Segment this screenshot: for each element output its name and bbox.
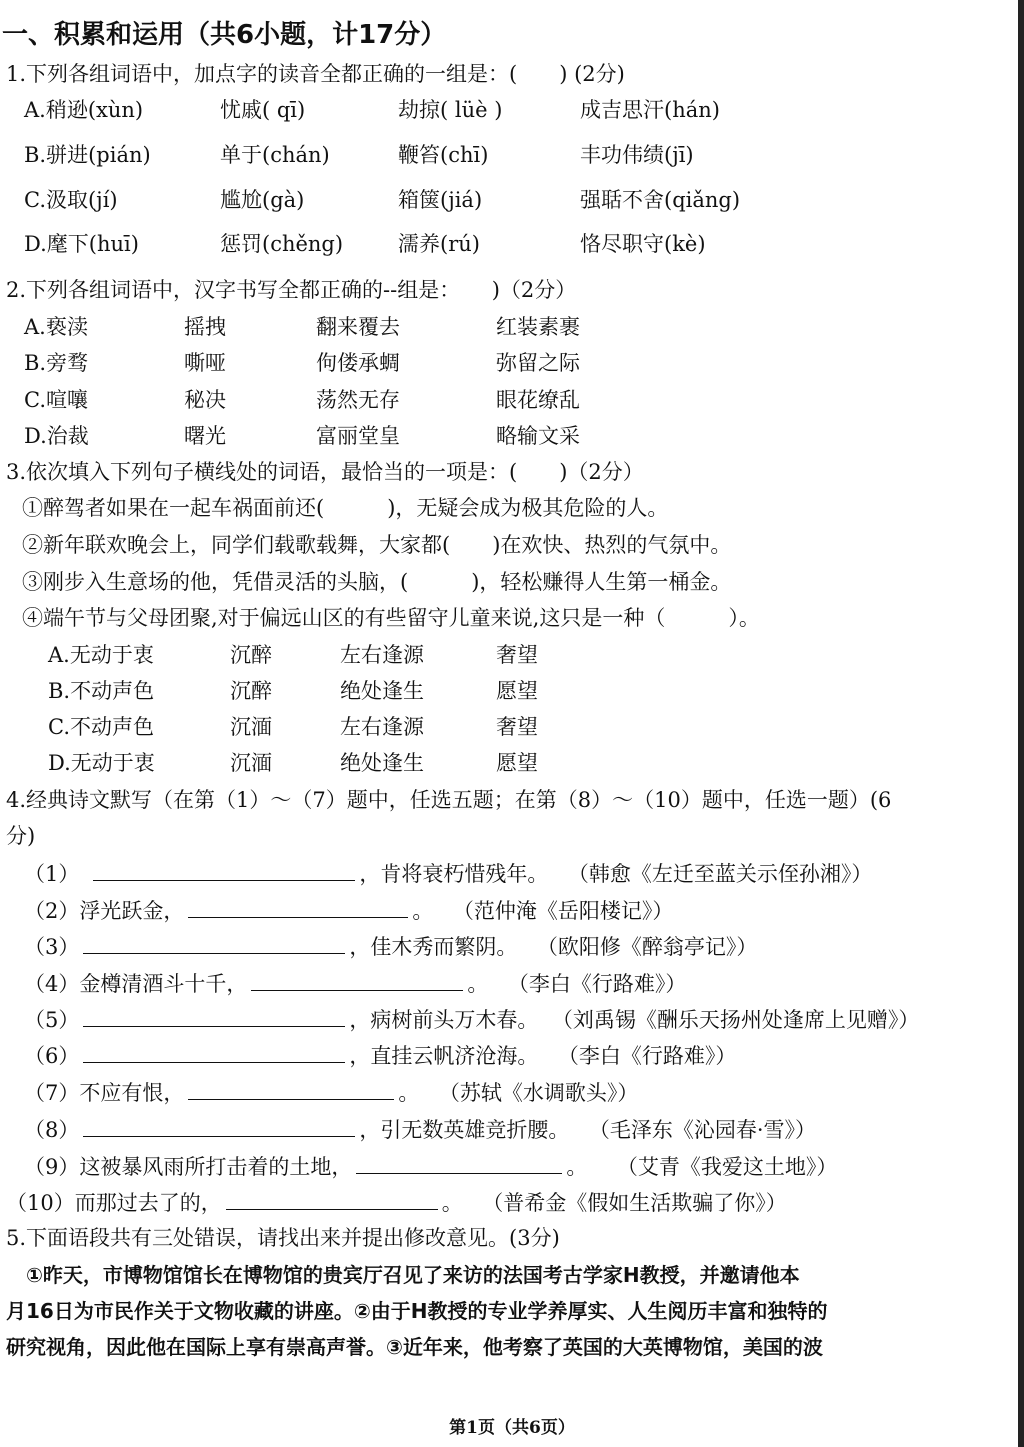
answer-blank[interactable]	[188, 899, 408, 918]
q3-d-1: D.无动于衷	[48, 751, 155, 775]
q4-item-num: （5）	[24, 1008, 80, 1032]
q4-item-prefix: 而那过去了的，	[74, 1191, 222, 1215]
q4-item-suffix: ，病树前头万木春。	[349, 1008, 539, 1032]
answer-blank[interactable]	[83, 1118, 355, 1137]
q4-item-num: （9）	[24, 1155, 80, 1179]
answer-blank[interactable]	[83, 1044, 345, 1063]
q3-b-2: 沉醉	[230, 679, 272, 703]
q3-c-2: 沉湎	[230, 715, 272, 739]
q3-a-4: 奢望	[496, 643, 538, 667]
q1-d-4: 恪尽职守(kè)	[580, 232, 706, 256]
q4-item-source: （刘禹锡《酬乐天扬州处逢席上见赠》）	[562, 1008, 920, 1032]
q4-item-suffix: ，肯将衰朽惜残年。	[359, 862, 549, 886]
q4-item-source: （李白《行路难》）	[568, 1044, 737, 1068]
q4-item-7	[24, 1081, 638, 1104]
q2-d-1: D.治裁	[24, 424, 89, 448]
q3-a-1: A.无动于衷	[48, 643, 154, 667]
q3-sentence-3: ③刚步入生意场的他，凭借灵活的头脑，( )，轻松赚得人生第一桶金。	[22, 570, 732, 594]
q4-item-source: （苏轼《水调歌头》）	[449, 1081, 639, 1105]
q2-d-4: 略输文采	[496, 424, 580, 448]
q4-item-num: （7）	[24, 1081, 80, 1105]
q4-item-prefix: 这被暴风雨所打击着的土地，	[79, 1155, 353, 1179]
q4-item-suffix: 。	[412, 899, 434, 923]
q2-d-3: 富丽堂皇	[316, 424, 400, 448]
q3-b-1: B.不动声色	[48, 679, 155, 703]
q5-paragraph-line-1: ①昨天，市博物馆馆长在博物馆的贵宾厅召见了来访的法国考古学家H教授，并邀请他本	[6, 1263, 800, 1287]
q1-a-3: 劫掠( lüè )	[398, 98, 503, 122]
q4-item-source: （范仲淹《岳阳楼记》）	[463, 899, 674, 923]
q2-a-4: 红装素裹	[496, 315, 580, 339]
q3-d-3: 绝处逢生	[340, 751, 424, 775]
q2-d-2: 曙光	[184, 424, 226, 448]
q4-item-suffix: 。	[566, 1155, 588, 1179]
q1-b-2: 单于(chán)	[220, 143, 330, 167]
q1-b-4: 丰功伟绩(jī)	[580, 143, 694, 167]
q4-item-suffix: ，引无数英雄竞折腰。	[359, 1118, 570, 1142]
q1-c-1: C.汲取(jí)	[24, 188, 118, 212]
q4-item-4	[24, 972, 686, 995]
q4-item-5	[24, 1008, 919, 1031]
q1-stem: 1.下列各组词语中，加点字的读音全都正确的一组是：( ) (2分)	[6, 62, 625, 86]
q5-paragraph-line-3: 研究视角，因此他在国际上享有崇高声誉。③近年来，他考察了英国的大英博物馆，美国的波	[6, 1335, 823, 1359]
q4-item-suffix: 。	[441, 1191, 463, 1215]
q4-item-2	[24, 899, 673, 922]
answer-blank[interactable]	[356, 1155, 562, 1174]
q1-d-3: 濡养(rú)	[398, 232, 480, 256]
q1-c-4: 强聒不舍(qiǎng)	[580, 188, 741, 212]
q1-c-2: 尴尬(gà)	[220, 188, 305, 212]
scan-edge	[1018, 0, 1024, 1447]
q4-item-suffix: ，佳木秀而繁阴。	[349, 935, 518, 959]
q2-c-1: C.喧嚷	[24, 388, 88, 412]
q1-b-3: 鞭笞(chī)	[398, 143, 489, 167]
q1-b-1: B.骈进(pián)	[24, 143, 151, 167]
q2-stem: 2.下列各组词语中，汉字书写全都正确的--组是： )（2分）	[6, 278, 577, 302]
q5-paragraph-line-2: 月16日为市民作关于文物收藏的讲座。②由于H教授的专业学养厚实、人生阅历丰富和独特的	[6, 1299, 828, 1323]
q3-b-3: 绝处逢生	[340, 679, 424, 703]
q4-item-6	[24, 1044, 736, 1067]
q4-item-num: （8）	[24, 1118, 80, 1142]
q2-a-3: 翻来覆去	[316, 315, 400, 339]
q3-c-3: 左右逢源	[340, 715, 424, 739]
q2-b-1: B.旁骛	[24, 351, 89, 375]
q4-item-suffix: 。	[398, 1081, 420, 1105]
q3-d-2: 沉湎	[230, 751, 272, 775]
q4-item-prefix: 不应有恨，	[79, 1081, 185, 1105]
q3-a-2: 沉醉	[230, 643, 272, 667]
q3-sentence-4: ④端午节与父母团聚,对于偏远山区的有些留守儿童来说,这只是一种（ ）。	[22, 606, 760, 630]
page-footer: 第1页（共6页）	[449, 1418, 575, 1438]
q4-item-source: （韩愈《左迁至蓝关示侄孙湘》）	[578, 862, 873, 886]
q4-item-num: （4）	[24, 972, 80, 996]
q4-item-source: （普希金《假如生活欺骗了你》）	[492, 1191, 787, 1215]
q4-item-prefix: 浮光跃金，	[79, 899, 185, 923]
q3-stem: 3.依次填入下列句子横线处的词语，最恰当的一项是：( )（2分）	[6, 460, 644, 484]
q2-b-3: 佝偻承蜩	[316, 351, 400, 375]
q4-item-num: （10）	[6, 1191, 75, 1215]
q3-sentence-1: ①醉驾者如果在一起车祸面前还( )，无疑会成为极其危险的人。	[22, 496, 669, 520]
answer-blank[interactable]	[251, 972, 463, 991]
q4-item-num: （3）	[24, 935, 80, 959]
q4-item-num: （2）	[24, 899, 80, 923]
q4-item-3	[24, 935, 757, 958]
q2-b-2: 嘶哑	[184, 351, 226, 375]
q1-a-4: 成吉思汗(hán)	[580, 98, 720, 122]
q4-stem-line1: 4.经典诗文默写（在第（1）～（7）题中，任选五题；在第（8）～（10）题中，任选一题）(6	[6, 788, 892, 812]
q2-b-4: 弥留之际	[496, 351, 580, 375]
q4-item-9	[24, 1155, 837, 1178]
q2-a-2: 摇拽	[184, 315, 226, 339]
q1-d-1: D.麾下(huī)	[24, 232, 139, 256]
q3-sentence-2: ②新年联欢晚会上，同学们载歌载舞，大家都( )在欢快、热烈的气氛中。	[22, 533, 732, 557]
q3-b-4: 愿望	[496, 679, 538, 703]
q2-a-1: A.亵渎	[24, 315, 88, 339]
q3-a-3: 左右逢源	[340, 643, 424, 667]
q3-c-1: C.不动声色	[48, 715, 154, 739]
q4-item-source: （艾青《我爱这土地》）	[627, 1155, 838, 1179]
q4-item-suffix: ，直挂云帆济沧海。	[349, 1044, 539, 1068]
q2-c-2: 秘决	[184, 388, 226, 412]
q2-c-4: 眼花缭乱	[496, 388, 580, 412]
q4-stem-line2: 分)	[6, 824, 36, 848]
q1-a-1: A.稍逊(xùn)	[24, 98, 144, 122]
section-title: 一、积累和运用（共6小题，计17分）	[2, 20, 447, 50]
q4-item-8	[24, 1118, 816, 1141]
q3-d-4: 愿望	[496, 751, 538, 775]
q2-c-3: 荡然无存	[316, 388, 400, 412]
q4-item-num: （1）	[24, 862, 80, 886]
answer-blank[interactable]	[83, 935, 345, 954]
q4-item-1	[24, 862, 872, 885]
q4-item-source: （李白《行路难》）	[518, 972, 687, 996]
q1-a-2: 忧戚( qī)	[220, 98, 306, 122]
answer-blank[interactable]	[83, 1008, 345, 1027]
q4-item-suffix: 。	[467, 972, 489, 996]
q4-item-source: （毛泽东《沁园春·雪》）	[599, 1118, 817, 1142]
q4-item-10	[6, 1191, 787, 1214]
q4-item-prefix: 金樽清酒斗十千，	[79, 972, 248, 996]
q4-item-source: （欧阳修《醉翁亭记》）	[547, 935, 758, 959]
answer-blank[interactable]	[93, 862, 355, 881]
answer-blank[interactable]	[226, 1191, 438, 1210]
q5-stem: 5.下面语段共有三处错误，请找出来并提出修改意见。(3分)	[6, 1226, 560, 1250]
q1-d-2: 惩罚(chěng)	[220, 232, 344, 256]
q4-item-num: （6）	[24, 1044, 80, 1068]
answer-blank[interactable]	[188, 1081, 394, 1100]
q1-c-3: 箱箧(jiá)	[398, 188, 483, 212]
q3-c-4: 奢望	[496, 715, 538, 739]
